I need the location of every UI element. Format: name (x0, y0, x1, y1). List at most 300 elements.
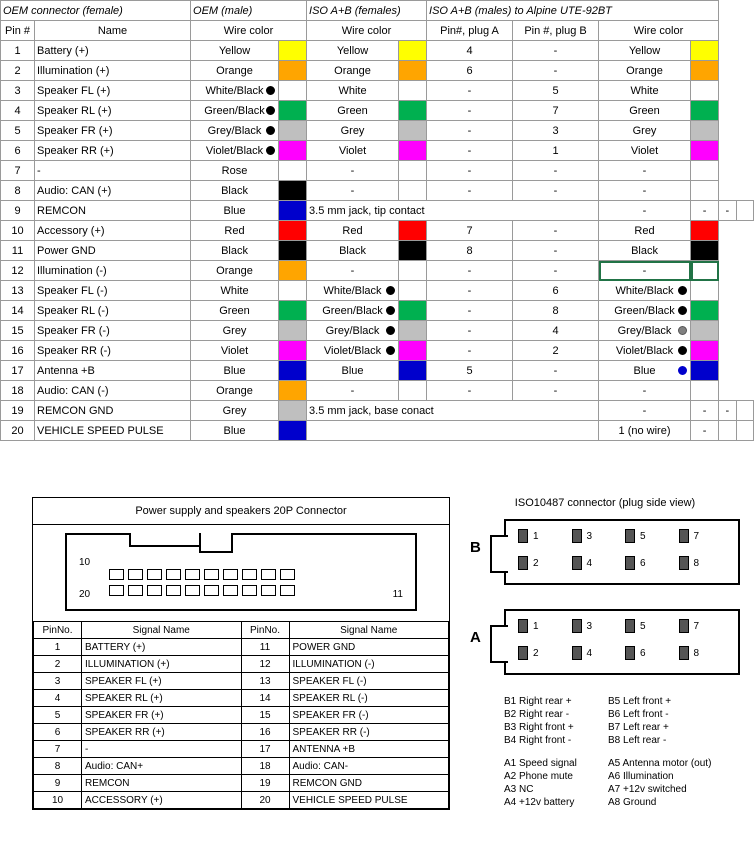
cell-name: Speaker FR (+) (35, 121, 191, 141)
cell-pinno: 10 (34, 792, 82, 809)
swatch-iso (399, 361, 427, 381)
cell-iso-note: 3.5 mm jack, base conact (307, 401, 599, 421)
cell-pin: 7 (1, 161, 35, 181)
cell-plug-a: - (427, 161, 513, 181)
swatch-oem (279, 181, 307, 201)
cell-name: Power GND (35, 241, 191, 261)
cell-alpine-color[interactable]: White (599, 81, 691, 101)
swatch-oem (279, 301, 307, 321)
iso-pin-row (518, 646, 732, 660)
table-row (34, 792, 449, 809)
swatch-alpine (736, 421, 753, 441)
cell-pinno: 17 (241, 741, 289, 758)
swatch-alpine (691, 321, 719, 341)
wire-stripe-dot (266, 146, 275, 155)
cell-oem-color: White/Black (191, 81, 279, 101)
cell-pin: 18 (1, 381, 35, 401)
cell-alpine-color[interactable]: Violet/Black (599, 341, 691, 361)
cell-plug-b: - (513, 221, 599, 241)
cell-pinno: 4 (34, 690, 82, 707)
cell-alpine-color[interactable]: - (599, 381, 691, 401)
cell-signal: REMCON GND (289, 775, 449, 792)
iso-pin: 3 (572, 619, 626, 633)
cell-pin: 3 (1, 81, 35, 101)
iso-legend-b (504, 695, 740, 747)
table-row (1, 401, 754, 421)
cell-pin: 16 (1, 341, 35, 361)
cell-alpine-color[interactable]: Grey/Black (599, 321, 691, 341)
cell-signal: REMCON (82, 775, 242, 792)
cell-plug-b: 4 (513, 321, 599, 341)
cell-plug-a: 5 (427, 361, 513, 381)
cell-oem-color: Black (191, 181, 279, 201)
cell-alpine-color[interactable]: Yellow (599, 41, 691, 61)
iso-pin: 6 (625, 646, 679, 660)
cell-alpine-color[interactable]: - (599, 261, 691, 281)
table-row (1, 81, 754, 101)
table-row (1, 221, 754, 241)
cell-signal: ANTENNA +B (289, 741, 449, 758)
cell-name: REMCON GND (35, 401, 191, 421)
swatch-iso (399, 301, 427, 321)
table-row (1, 341, 754, 361)
cell-pin: 4 (1, 101, 35, 121)
iso-letter-b: B (470, 539, 481, 556)
wire-stripe-dot (386, 286, 395, 295)
cell-iso-color: Violet (307, 141, 399, 161)
cell-pinno: 18 (241, 758, 289, 775)
table-row (1, 141, 754, 161)
cell-plug-a: - (427, 81, 513, 101)
cell-iso-color: Grey (307, 121, 399, 141)
group-iso-males-alpine: ISO A+B (males) to Alpine UTE-92BT (427, 1, 719, 21)
cell-pinno: 7 (34, 741, 82, 758)
cell-iso-color: - (307, 261, 399, 281)
cell-name: Speaker FL (+) (35, 81, 191, 101)
iso-b-step (490, 535, 508, 573)
cell-iso-color: - (307, 381, 399, 401)
legend-item: A6 Illumination (608, 771, 674, 782)
cell-name: Antenna +B (35, 361, 191, 381)
table-row (1, 121, 754, 141)
cell-oem-color: Grey/Black (191, 121, 279, 141)
iso-block-b (470, 519, 740, 599)
iso-pin: 7 (679, 619, 733, 633)
swatch-oem (279, 121, 307, 141)
iso-pin: 7 (679, 529, 733, 543)
iso-pin-row (518, 619, 732, 633)
cell-alpine-color[interactable]: - (719, 201, 736, 221)
legend-item: A4 +12v battery (504, 797, 575, 808)
cell-plug-a: - (427, 281, 513, 301)
diagram-pin-rows (34, 639, 449, 809)
swatch-iso (399, 221, 427, 241)
pin-label-11: 11 (392, 589, 403, 600)
cell-plug-a: 1 (no wire) (599, 421, 691, 441)
wire-stripe-dot (678, 346, 687, 355)
iso-b-pins (518, 529, 732, 583)
cell-signal: BATTERY (+) (82, 639, 242, 656)
col-alpine-wire-color: Wire color (599, 21, 719, 41)
table-row (1, 201, 754, 221)
connector-drawing (33, 525, 449, 621)
cell-name: REMCON (35, 201, 191, 221)
cell-name: Illumination (+) (35, 61, 191, 81)
cell-oem-color: Grey (191, 321, 279, 341)
cell-alpine-color[interactable] (719, 421, 736, 441)
wire-stripe-dot (386, 346, 395, 355)
cell-oem-color: Red (191, 221, 279, 241)
wire-stripe-dot (386, 326, 395, 335)
swatch-alpine (691, 381, 719, 401)
cell-plug-a: 4 (427, 41, 513, 61)
legend-item: A3 NC (504, 784, 534, 795)
cell-iso-color: - (307, 161, 399, 181)
legend-item: A2 Phone mute (504, 771, 573, 782)
swatch-oem (279, 341, 307, 361)
cell-plug-b: 1 (513, 141, 599, 161)
iso-pin: 3 (572, 529, 626, 543)
cell-name: Speaker RL (+) (35, 101, 191, 121)
cell-oem-color: Grey (191, 401, 279, 421)
cell-alpine-color[interactable]: Green/Black (599, 301, 691, 321)
cell-alpine-color[interactable]: White/Black (599, 281, 691, 301)
cell-plug-a: - (427, 181, 513, 201)
iso-pin: 8 (679, 646, 733, 660)
table-row (1, 181, 754, 201)
table-row (34, 656, 449, 673)
cell-pin: 12 (1, 261, 35, 281)
table-row (1, 261, 754, 281)
table-row (34, 707, 449, 724)
swatch-iso (399, 281, 427, 301)
cell-iso-color: White/Black (307, 281, 399, 301)
swatch-alpine (691, 261, 719, 281)
cell-pin: 10 (1, 221, 35, 241)
iso-legend-a (504, 757, 740, 809)
cell-plug-b: 5 (513, 81, 599, 101)
swatch-alpine (691, 121, 719, 141)
legend-item: B6 Left front - (608, 709, 669, 720)
wire-stripe-dot (678, 306, 687, 315)
cell-alpine-color[interactable]: Grey (599, 121, 691, 141)
swatch-iso (399, 181, 427, 201)
legend-item: B3 Right front + (504, 722, 574, 733)
swatch-oem (279, 161, 307, 181)
cell-alpine-color[interactable]: Black (599, 241, 691, 261)
swatch-alpine (691, 281, 719, 301)
cell-plug-b: - (513, 61, 599, 81)
swatch-oem (279, 221, 307, 241)
iso-pin-row (518, 529, 732, 543)
iso-pin: 4 (572, 646, 626, 660)
cell-oem-color: Blue (191, 361, 279, 381)
cell-pin: 15 (1, 321, 35, 341)
cell-iso-color: Green (307, 101, 399, 121)
table-row (1, 41, 754, 61)
col-plug-b: Pin #, plug B (513, 21, 599, 41)
group-iso-females: ISO A+B (females) (307, 1, 427, 21)
legend-item: B5 Left front + (608, 696, 672, 707)
iso-pin: 5 (625, 529, 679, 543)
cell-plug-a: - (427, 141, 513, 161)
dg-col-pinno-2: PinNo. (241, 622, 289, 639)
table-row (1, 61, 754, 81)
swatch-alpine (691, 221, 719, 241)
swatch-oem (279, 281, 307, 301)
pin-label-10: 10 (79, 557, 91, 568)
table-row (34, 741, 449, 758)
legend-item: B2 Right rear - (504, 709, 570, 720)
cell-alpine-color[interactable]: Violet (599, 141, 691, 161)
cell-signal: SPEAKER FL (+) (82, 673, 242, 690)
cell-plug-a: - (427, 341, 513, 361)
cell-oem-color: Blue (191, 421, 279, 441)
cell-plug-b: - (691, 421, 719, 441)
cell-alpine-color[interactable]: Orange (599, 61, 691, 81)
cell-oem-color: Blue (191, 201, 279, 221)
swatch-iso (399, 61, 427, 81)
swatch-iso (399, 101, 427, 121)
swatch-alpine (691, 301, 719, 321)
cell-pin: 5 (1, 121, 35, 141)
cell-plug-a: - (599, 401, 691, 421)
cell-pinno: 1 (34, 639, 82, 656)
iso-pin: 2 (518, 646, 572, 660)
cell-pinno: 13 (241, 673, 289, 690)
swatch-iso (399, 341, 427, 361)
swatch-alpine (691, 341, 719, 361)
cell-pin: 19 (1, 401, 35, 421)
cell-pinno: 5 (34, 707, 82, 724)
swatch-iso (399, 81, 427, 101)
cell-alpine-color[interactable]: - (719, 401, 736, 421)
dg-col-pinno-1: PinNo. (34, 622, 82, 639)
cell-plug-a: 8 (427, 241, 513, 261)
swatch-iso (399, 121, 427, 141)
swatch-alpine (691, 361, 719, 381)
swatch-oem (279, 381, 307, 401)
cell-plug-b: 3 (513, 121, 599, 141)
cell-signal: SPEAKER RL (+) (82, 690, 242, 707)
cell-alpine-color[interactable]: Green (599, 101, 691, 121)
cell-alpine-color[interactable]: Red (599, 221, 691, 241)
wire-stripe-dot (678, 286, 687, 295)
iso-title: ISO10487 connector (plug side view) (514, 497, 696, 509)
cell-oem-color: Green/Black (191, 101, 279, 121)
cell-name: Accessory (+) (35, 221, 191, 241)
table-row (34, 690, 449, 707)
iso-pin: 1 (518, 529, 572, 543)
cell-pinno: 3 (34, 673, 82, 690)
swatch-oem (279, 81, 307, 101)
cell-signal: SPEAKER FR (-) (289, 707, 449, 724)
cell-pinno: 9 (34, 775, 82, 792)
legend-item: A7 +12v switched (608, 784, 687, 795)
col-plug-a: Pin#, plug A (427, 21, 513, 41)
cell-signal: SPEAKER RR (+) (82, 724, 242, 741)
iso-a-pins (518, 619, 732, 673)
cell-name: Speaker RR (-) (35, 341, 191, 361)
legend-item: B4 Right front - (504, 735, 572, 746)
cell-iso-color: Black (307, 241, 399, 261)
swatch-alpine (736, 201, 753, 221)
legend-item: A1 Speed signal (504, 758, 577, 769)
iso-pin: 1 (518, 619, 572, 633)
dg-col-signal-1: Signal Name (82, 622, 242, 639)
cell-plug-b: - (513, 181, 599, 201)
cell-plug-b: 6 (513, 281, 599, 301)
cell-name: Speaker RR (+) (35, 141, 191, 161)
cell-pinno: 11 (241, 639, 289, 656)
cell-pin: 14 (1, 301, 35, 321)
swatch-oem (279, 401, 307, 421)
cell-alpine-color[interactable]: Blue (599, 361, 691, 381)
iso-pin: 4 (572, 556, 626, 570)
cell-name: Battery (+) (35, 41, 191, 61)
cell-plug-a: - (427, 301, 513, 321)
legend-item: B8 Left rear - (608, 735, 667, 746)
cell-plug-a: - (427, 381, 513, 401)
cell-plug-b: 2 (513, 341, 599, 361)
table-row (1, 321, 754, 341)
table-row (34, 775, 449, 792)
cell-iso-color: - (307, 181, 399, 201)
cell-iso-color: Violet/Black (307, 341, 399, 361)
cell-signal: SPEAKER RL (-) (289, 690, 449, 707)
cell-plug-a: - (427, 101, 513, 121)
cell-signal: SPEAKER RR (-) (289, 724, 449, 741)
cell-name: VEHICLE SPEED PULSE (35, 421, 191, 441)
swatch-oem (279, 141, 307, 161)
iso-pin: 2 (518, 556, 572, 570)
wire-stripe-dot (266, 106, 275, 115)
cell-name: Speaker FR (-) (35, 321, 191, 341)
cell-alpine-color[interactable]: - (599, 161, 691, 181)
cell-pin: 1 (1, 41, 35, 61)
cell-plug-b: - (513, 161, 599, 181)
cell-iso-color: Green/Black (307, 301, 399, 321)
cell-iso-color: Red (307, 221, 399, 241)
cell-alpine-color[interactable]: - (599, 181, 691, 201)
swatch-oem (279, 421, 307, 441)
cell-iso-color: White (307, 81, 399, 101)
cell-pinno: 14 (241, 690, 289, 707)
pin-label-20: 20 (79, 589, 91, 600)
cell-pinno: 20 (241, 792, 289, 809)
cell-pin: 13 (1, 281, 35, 301)
connector-notch-center (199, 533, 233, 553)
iso-connector-section (470, 497, 740, 809)
table-row (1, 361, 754, 381)
cell-plug-b: - (513, 241, 599, 261)
table-row (1, 301, 754, 321)
table-row (1, 161, 754, 181)
cell-signal: ILLUMINATION (+) (82, 656, 242, 673)
table-row (1, 101, 754, 121)
swatch-iso (399, 261, 427, 281)
iso-pin: 5 (625, 619, 679, 633)
diagram-pin-table (33, 621, 449, 809)
cell-iso-note: 3.5 mm jack, tip contact (307, 201, 599, 221)
iso-pin: 8 (679, 556, 733, 570)
connector-pin-row-bottom (109, 585, 405, 596)
cell-pinno: 16 (241, 724, 289, 741)
cell-oem-color: Yellow (191, 41, 279, 61)
swatch-oem (279, 201, 307, 221)
wire-stripe-dot (266, 126, 275, 135)
cell-plug-b: 8 (513, 301, 599, 321)
iso-a-step (490, 625, 508, 663)
cell-iso-color: Grey/Black (307, 321, 399, 341)
swatch-iso (399, 161, 427, 181)
swatch-alpine (691, 41, 719, 61)
table-row (34, 673, 449, 690)
cell-oem-color: White (191, 281, 279, 301)
cell-plug-a: - (427, 121, 513, 141)
connector-outline (65, 533, 417, 611)
iso-block-a (470, 609, 740, 695)
cell-plug-a: - (427, 321, 513, 341)
col-pin: Pin # (1, 21, 35, 41)
cell-name: Speaker RL (-) (35, 301, 191, 321)
cell-signal: ACCESSORY (+) (82, 792, 242, 809)
cell-signal: SPEAKER FR (+) (82, 707, 242, 724)
swatch-alpine (691, 181, 719, 201)
swatch-iso (399, 381, 427, 401)
table-row (34, 758, 449, 775)
cell-plug-b: - (691, 401, 719, 421)
wiring-rows (1, 41, 754, 441)
cell-pinno: 15 (241, 707, 289, 724)
cell-signal: - (82, 741, 242, 758)
group-header-row (1, 1, 754, 21)
cell-pinno: 12 (241, 656, 289, 673)
cell-name: Speaker FL (-) (35, 281, 191, 301)
cell-pinno: 19 (241, 775, 289, 792)
cell-pin: 6 (1, 141, 35, 161)
cell-pin: 8 (1, 181, 35, 201)
legend-item: B7 Left rear + (608, 722, 669, 733)
swatch-oem (279, 261, 307, 281)
swatch-alpine (691, 61, 719, 81)
cell-iso-note (307, 421, 599, 441)
cell-oem-color: Orange (191, 381, 279, 401)
group-oem-male: OEM (male) (191, 1, 307, 21)
legend-item: A8 Ground (608, 797, 657, 808)
swatch-alpine (691, 141, 719, 161)
iso-pin: 6 (625, 556, 679, 570)
cell-name: Audio: CAN (+) (35, 181, 191, 201)
cell-pin: 11 (1, 241, 35, 261)
swatch-oem (279, 61, 307, 81)
cell-plug-a: 6 (427, 61, 513, 81)
cell-name: - (35, 161, 191, 181)
cell-pin: 17 (1, 361, 35, 381)
table-row (34, 724, 449, 741)
swatch-alpine (691, 241, 719, 261)
iso-pin-row (518, 556, 732, 570)
swatch-oem (279, 41, 307, 61)
col-iso-wire-color: Wire color (307, 21, 427, 41)
cell-name: Illumination (-) (35, 261, 191, 281)
table-row (1, 281, 754, 301)
cell-pin: 2 (1, 61, 35, 81)
cell-signal: POWER GND (289, 639, 449, 656)
cell-oem-color: Black (191, 241, 279, 261)
wire-stripe-dot (266, 86, 275, 95)
wire-stripe-dot (678, 326, 687, 335)
